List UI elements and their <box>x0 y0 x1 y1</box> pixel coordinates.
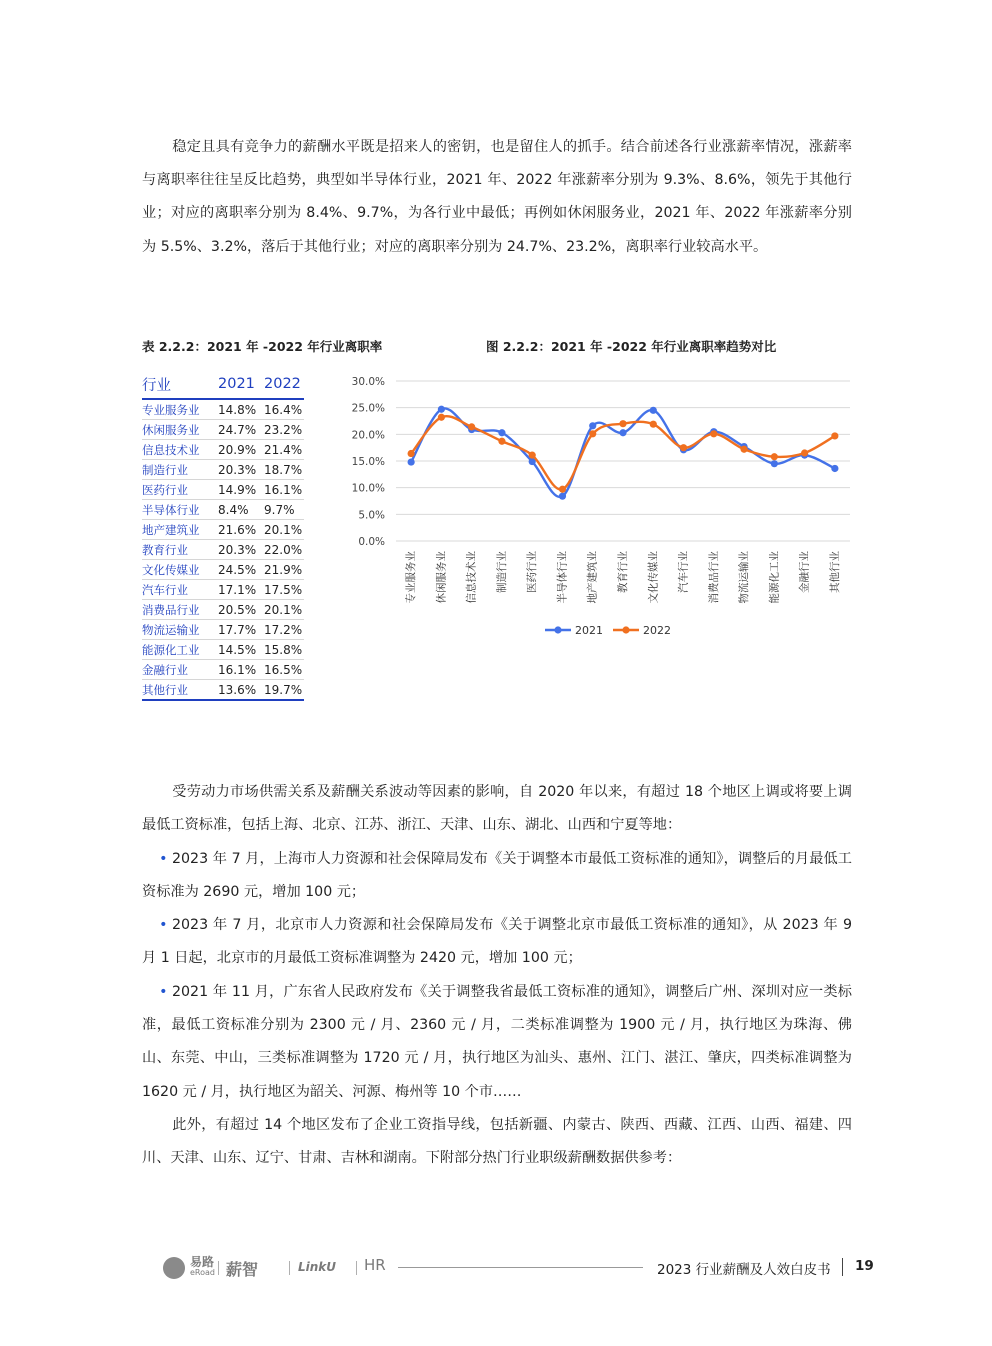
bullet-item: • 2023 年 7 月，上海市人力资源和社会保障局发布《关于调整本市最低工资标准的通知》，调整后的月最低工资标准为 2690 元，增加 100 元； <box>142 851 852 901</box>
y-tick-label: 10.0% <box>351 482 385 495</box>
table-row <box>142 480 304 500</box>
legend-marker-2021 <box>554 626 561 633</box>
table-row <box>142 680 304 701</box>
y-tick-label: 25.0% <box>351 402 385 415</box>
rate-2022: 9.7% <box>264 500 304 520</box>
x-tick-label: 物流运输业 <box>738 551 751 604</box>
x-tick-label: 汽车行业 <box>677 551 690 593</box>
x-tick-label: 能源化工业 <box>768 551 781 604</box>
x-tick-label: 医药行业 <box>526 551 539 593</box>
data-point-2021 <box>650 407 657 414</box>
bullet-marker: • <box>159 851 168 867</box>
rate-2021: 20.3% <box>218 460 264 480</box>
industry-name: 汽车行业 <box>142 580 218 600</box>
x-tick-label: 其他行业 <box>828 551 841 593</box>
rate-2021: 14.5% <box>218 640 264 660</box>
y-tick-label: 0.0% <box>358 536 385 548</box>
rate-2022: 15.8% <box>264 640 304 660</box>
table-row <box>142 440 304 460</box>
table-row <box>142 600 304 620</box>
rate-2021: 8.4% <box>218 500 264 520</box>
table-row <box>142 420 304 440</box>
turnover-rate-table <box>142 370 304 701</box>
y-tick-label: 30.0% <box>351 376 385 388</box>
rate-2022: 21.4% <box>264 440 304 460</box>
rate-2021: 17.7% <box>218 620 264 640</box>
data-point-2022 <box>438 414 445 421</box>
page-number: 19 <box>855 1258 874 1274</box>
industry-name: 其他行业 <box>142 680 218 701</box>
x-tick-label: 金融行业 <box>798 551 811 593</box>
x-tick-label: 制造行业 <box>495 551 508 593</box>
x-tick-label: 专业服务业 <box>405 551 418 604</box>
data-point-2022 <box>468 423 475 430</box>
logo-divider <box>218 1261 219 1275</box>
bullet-marker: • <box>159 984 168 1000</box>
rate-2022: 22.0% <box>264 540 304 560</box>
table-row <box>142 500 304 520</box>
data-point-2021 <box>589 422 596 429</box>
logo-hr: HR <box>364 1256 386 1274</box>
rate-2022: 21.9% <box>264 560 304 580</box>
header-2021: 2021 <box>218 370 264 399</box>
rate-2021: 20.3% <box>218 540 264 560</box>
y-tick-label: 5.0% <box>358 509 385 522</box>
x-tick-label: 半导体行业 <box>556 551 569 604</box>
x-tick-label: 信息技术业 <box>465 551 478 604</box>
industry-name: 专业服务业 <box>142 399 218 420</box>
table-row <box>142 660 304 680</box>
data-point-2022 <box>801 449 808 456</box>
legend-label: 2022 <box>643 624 671 637</box>
data-point-2022 <box>589 430 596 437</box>
data-point-2022 <box>559 486 566 493</box>
legend-marker-2022 <box>622 626 629 633</box>
turnover-trend-chart <box>340 368 860 648</box>
y-tick-label: 20.0% <box>351 429 385 442</box>
industry-name: 物流运输业 <box>142 620 218 640</box>
header-2022: 2022 <box>264 370 304 399</box>
y-tick-label: 15.0% <box>351 456 385 468</box>
logo-linku: LinkU <box>298 1260 337 1274</box>
rate-2021: 20.5% <box>218 600 264 620</box>
rate-2022: 23.2% <box>264 420 304 440</box>
table-row <box>142 620 304 640</box>
rate-2021: 20.9% <box>218 440 264 460</box>
chart-caption: 图 2.2.2：2021 年 -2022 年行业离职率趋势对比 <box>486 339 777 354</box>
min-wage-paragraph: 受劳动力市场供需关系及薪酬关系波动等因素的影响，自 2020 年以来，有超过 18 个地区上调或将要上调最低工资标准，包括上海、北京、江苏、浙江、天津、山东、湖北、山西和宁夏等地： <box>142 784 852 834</box>
x-tick-label: 教育行业 <box>617 551 629 593</box>
x-tick-label: 文化传媒业 <box>647 551 660 604</box>
industry-name: 能源化工业 <box>142 640 218 660</box>
wage-guideline-paragraph: 此外，有超过 14 个地区发布了企业工资指导线，包括新疆、内蒙古、陕西、西藏、江西、山西、福建、四川、天津、山东、辽宁、甘肃、吉林和湖南。下附部分热门行业职级薪酬数据供参考： <box>142 1117 852 1167</box>
logo-xinzhi: 薪智 <box>226 1260 259 1279</box>
rate-2022: 17.2% <box>264 620 304 640</box>
rate-2022: 16.1% <box>264 480 304 500</box>
rate-2022: 20.1% <box>264 520 304 540</box>
data-point-2021 <box>831 465 838 472</box>
industry-name: 半导体行业 <box>142 500 218 520</box>
table-row <box>142 640 304 660</box>
rate-2022: 19.7% <box>264 680 304 701</box>
rate-2021: 21.6% <box>218 520 264 540</box>
x-tick-label: 消费品行业 <box>707 551 720 604</box>
rate-2021: 13.6% <box>218 680 264 701</box>
footer-title: 2023 行业薪酬及人效白皮书 <box>657 1262 831 1278</box>
table-row <box>142 580 304 600</box>
bullet-item: • 2023 年 7 月，北京市人力资源和社会保障局发布《关于调整北京市最低工资标准的通知》，从 2023 年 9 月 1 日起，北京市的月最低工资标准调整为 2420 元，增加 100 元； <box>142 917 852 967</box>
data-point-2022 <box>529 452 536 459</box>
table-header-row <box>142 370 304 399</box>
data-point-2022 <box>831 432 838 439</box>
data-point-2022 <box>498 438 505 445</box>
data-point-2022 <box>710 430 717 437</box>
data-point-2022 <box>680 444 687 451</box>
table-row <box>142 560 304 580</box>
x-tick-label: 休闲服务业 <box>435 551 448 604</box>
header-industry: 行业 <box>142 370 218 399</box>
intro-paragraph: 稳定且具有竞争力的薪酬水平既是招来人的密钥，也是留住人的抓手。结合前述各行业涨薪率情况，涨薪率与离职率往往呈反比趋势，典型如半导体行业，2021 年、2022 年涨薪率分别为 9.3%、8.6%，领先于其他行业；对应的离职率分别为 8.4%、9.7%，为各行业中最低；再例如休闲服务业，2021 年、2022 年涨薪率分别为 5.5%、3.2%，落后于其他行业；对应的离职率分别为 24.7%、23.2%，离职率行业较高水平。 <box>142 139 852 255</box>
rate-2021: 17.1% <box>218 580 264 600</box>
logo-divider <box>289 1261 290 1275</box>
rate-2021: 16.1% <box>218 660 264 680</box>
logo-eroad-en: eRoad <box>190 1268 215 1277</box>
table-row <box>142 540 304 560</box>
x-tick-label: 地产建筑业 <box>586 551 599 604</box>
industry-name: 休闲服务业 <box>142 420 218 440</box>
data-point-2022 <box>650 421 657 428</box>
rate-2021: 14.9% <box>218 480 264 500</box>
industry-name: 金融行业 <box>142 660 218 680</box>
industry-name: 医药行业 <box>142 480 218 500</box>
data-point-2021 <box>619 429 626 436</box>
industry-name: 文化传媒业 <box>142 560 218 580</box>
rate-2022: 17.5% <box>264 580 304 600</box>
eroad-logo-icon <box>163 1257 185 1279</box>
industry-name: 制造行业 <box>142 460 218 480</box>
data-point-2022 <box>771 453 778 460</box>
bullet-item: • 2021 年 11 月，广东省人民政府发布《关于调整我省最低工资标准的通知》，调整后广州、深圳对应一类标准，最低工资标准分别为 2300 元 / 月、2360 元 / 月，二类标准调整为 1900 元 / 月，执行地区为珠海、佛山、东莞、中山，三类标准调整为 1720 元 / 月，执行地区为汕头、惠州、江门、湛江、肇庆，四类标准调整为 1620 元 / 月，执行地区为韶关、河源、梅州等 10 个市…… <box>142 984 852 1100</box>
logo-eroad-cn: 易路 <box>190 1255 215 1269</box>
table-row <box>142 460 304 480</box>
industry-name: 消费品行业 <box>142 600 218 620</box>
bullet-marker: • <box>159 917 168 933</box>
rate-2021: 24.7% <box>218 420 264 440</box>
industry-name: 地产建筑业 <box>142 520 218 540</box>
industry-name: 信息技术业 <box>142 440 218 460</box>
rate-2022: 18.7% <box>264 460 304 480</box>
data-point-2021 <box>559 493 566 500</box>
table-row <box>142 520 304 540</box>
industry-name: 教育行业 <box>142 540 218 560</box>
data-point-2021 <box>498 429 505 436</box>
rate-2022: 16.4% <box>264 399 304 420</box>
data-point-2021 <box>408 458 415 465</box>
logo-divider <box>356 1261 357 1275</box>
data-point-2022 <box>740 446 747 453</box>
rate-2021: 14.8% <box>218 399 264 420</box>
data-point-2022 <box>619 420 626 427</box>
legend-label: 2021 <box>575 624 603 637</box>
data-point-2022 <box>408 450 415 457</box>
footer-rule <box>398 1267 643 1268</box>
data-point-2021 <box>438 406 445 413</box>
rate-2022: 16.5% <box>264 660 304 680</box>
data-point-2021 <box>771 460 778 467</box>
rate-2021: 24.5% <box>218 560 264 580</box>
footer-separator <box>842 1258 843 1276</box>
table-row <box>142 399 304 420</box>
rate-2022: 20.1% <box>264 600 304 620</box>
table-caption: 表 2.2.2：2021 年 -2022 年行业离职率 <box>142 339 383 354</box>
